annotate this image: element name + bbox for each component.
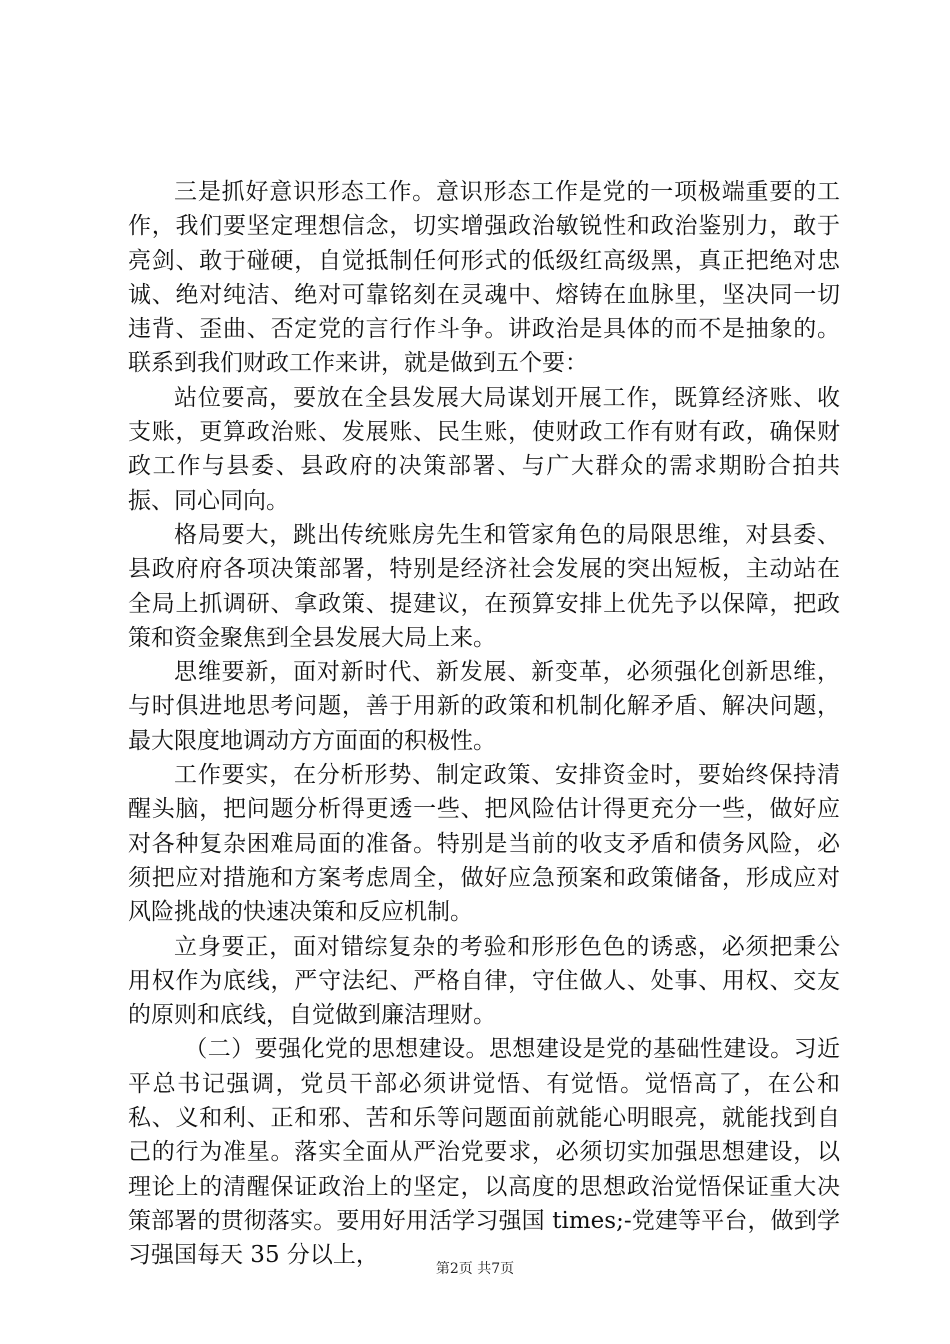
paragraph-conduct-upright: 立身要正，面对错综复杂的考验和形形色色的诱惑，必须把秉公用权作为底线，严守法纪、严格自律，守住做人、处事、用权、交友的原则和底线，自觉做到廉洁理财。 [128,933,840,1029]
paragraph-ideology: 三是抓好意识形态工作。意识形态工作是党的一项极端重要的工作，我们要坚定理想信念，切实增强政治敏锐性和政治鉴别力，敢于亮剑、敢于碰硬，自觉抵制任何形式的低级红高级黑，真正把绝对忠诚、绝对纯洁、绝对可靠铭刻在灵魂中、熔铸在血脉里，坚决同一切违背、歪曲、否定党的言行作斗争。讲政治是具体的而不是抽象的。联系到我们财政工作来讲，就是做到五个要： [128,179,840,377]
paragraph-pattern-large: 格局要大，跳出传统账房先生和管家角色的局限思维，对县委、县政府府各项决策部署，特别是经济社会发展的突出短板，主动站在全局上抓调研、拿政策、提建议，在预算安排上优先予以保障，把政策和资金聚焦到全县发展大局上来。 [128,521,840,651]
document-body [128,175,840,1273]
paragraph-thinking-new: 思维要新，面对新时代、新发展、新变革，必须强化创新思维，与时俱进地思考问题，善于用新的政策和机制化解矛盾、解决问题，最大限度地调动方方面面的积极性。 [128,659,840,754]
page-number-footer: 第2页 共7页 [435,1261,515,1277]
paragraph-position-high: 站位要高，要放在全县发展大局谋划开展工作，既算经济账、收支账，更算政治账、发展账、民生账，使财政工作有财有政，确保财政工作与县委、县政府的决策部署、与广大群众的需求期盼合拍共振、同心同向。 [128,384,840,514]
paragraph-ideological-building: （二）要强化党的思想建设。思想建设是党的基础性建设。习近平总书记强调，党员干部必须讲觉悟、有觉悟。觉悟高了，在公和私、义和利、正和邪、苦和乐等问题面前就能心明眼亮，就能找到自己的行为准星。落实全面从严治党要求，必须切实加强思想建设，以理论上的清醒保证政治上的坚定，以高度的思想政治觉悟保证重大决策部署的贯彻落实。要用好用活学习强国 times;-党建等平台，做到学习强国每天 35 分以上， [128,1036,840,1269]
paragraph-work-solid: 工作要实，在分析形势、制定政策、安排资金时，要始终保持清醒头脑，把问题分析得更透一些、把风险估计得更充分一些，做好应对各种复杂困难局面的准备。特别是当前的收支矛盾和债务风险，必须把应对措施和方案考虑周全，做好应急预案和政策储备，形成应对风险挑战的快速决策和反应机制。 [128,762,840,926]
